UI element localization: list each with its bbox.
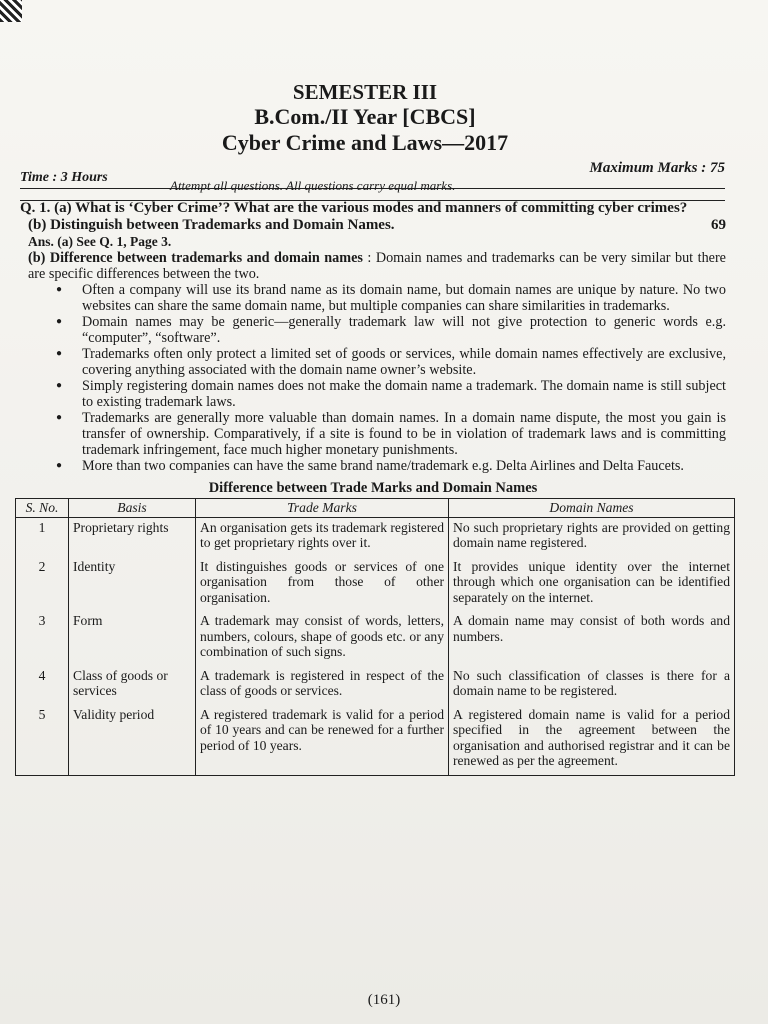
answer-a: Ans. (a) See Q. 1, Page 3. <box>28 234 172 249</box>
table-header-row <box>16 499 735 518</box>
question-1b-text: (b) Distinguish between Trademarks and Domain Names. <box>28 217 395 233</box>
table-cell: A trademark is registered in respect of the class of goods or services. <box>196 666 449 705</box>
comparison-table <box>15 498 735 776</box>
subject-title: Cyber Crime and Laws—2017 <box>221 130 509 155</box>
answer-b-text: : Domain names and trademarks can be very similar but there are specific differences between the two. <box>28 250 726 282</box>
max-marks-label: Maximum Marks : 75 <box>589 160 725 176</box>
table-cell: A registered trademark is valid for a period of 10 years and can be renewed for a further period of 10 years. <box>196 705 449 776</box>
table-cell: A registered domain name is valid for a period specified in the agreement between the organisation and authorised registrar and it can be renewed as per the agreement. <box>449 705 735 776</box>
time-label: Time : 3 Hours <box>20 170 108 185</box>
instruction-text: Attempt all questions. All questions carry equal marks. <box>170 178 456 193</box>
scan-artifact <box>0 0 22 22</box>
table-caption: Difference between Trade Marks and Domain Names <box>208 480 538 496</box>
table-cell: It distinguishes goods or services of one organisation from those of other organisation. <box>196 557 449 612</box>
question-1a-text: Q. 1. (a) What is ‘Cyber Crime’? What are the various modes and manners of committing cyber crimes? <box>20 200 688 216</box>
question-1b <box>20 217 726 234</box>
answer-b-intro <box>20 250 726 282</box>
column-header-sno: S. No. <box>16 499 69 518</box>
list-item: ● Trademarks often only protect a limited set of goods or services, while domain names effectively are exclusive, covering anything associated with the domain name owner’s website. <box>20 346 726 378</box>
page-number: (161) <box>367 992 401 1008</box>
table-row <box>16 705 735 776</box>
semester-title: SEMESTER III <box>292 80 438 104</box>
table-cell: Proprietary rights <box>69 517 196 557</box>
table-cell: 5 <box>16 705 69 776</box>
table-cell: Form <box>69 611 196 666</box>
table-row <box>16 557 735 612</box>
table-cell: An organisation gets its trademark registered to get proprietary rights over it. <box>196 517 449 557</box>
table-cell: Validity period <box>69 705 196 776</box>
table-cell: 2 <box>16 557 69 612</box>
page-header <box>160 80 570 156</box>
table-cell: Class of goods or services <box>69 666 196 705</box>
column-header-domain-names: Domain Names <box>449 499 735 518</box>
list-item: ● Trademarks are generally more valuable than domain names. In a domain name dispute, the most you gain is transfer of ownership. Comparatively, if a site is found to be in violation of trademark laws and is committing trademark infringement, face much higher monetary punishments. <box>20 410 726 458</box>
question-1a-marks: 9 <box>718 217 726 233</box>
exam-meta <box>20 160 725 200</box>
document-body <box>20 200 730 776</box>
column-header-basis: Basis <box>69 499 196 518</box>
list-item: ● Simply registering domain names does not make the domain name a trademark. The domain name is still subject to existing trademark laws. <box>20 378 726 410</box>
table-cell: No such proprietary rights are provided on getting domain name registered. <box>449 517 735 557</box>
table-cell: A domain name may consist of both words and numbers. <box>449 611 735 666</box>
question-1b-marks: 6 <box>711 217 719 233</box>
answer-b-lead: (b) Difference between trademarks and domain names <box>28 250 363 266</box>
table-cell: 1 <box>16 517 69 557</box>
list-item: ● Domain names may be generic—generally trademark law will not give protection to generic words e.g. “computer”, “software”. <box>20 314 726 346</box>
list-item: ● More than two companies can have the same brand name/trademark e.g. Delta Airlines and Delta Faucets. <box>20 458 726 474</box>
table-cell: 4 <box>16 666 69 705</box>
difference-list <box>20 282 726 474</box>
course-title: B.Com./II Year [CBCS] <box>254 104 476 129</box>
table-row <box>16 666 735 705</box>
table-cell: Identity <box>69 557 196 612</box>
table-cell: It provides unique identity over the internet through which one organisation can be identified separately on the internet. <box>449 557 735 612</box>
table-cell: No such classification of classes is there for a domain name to be registered. <box>449 666 735 705</box>
table-cell: A trademark may consist of words, letters, numbers, colours, shape of goods etc. or any combination of such signs. <box>196 611 449 666</box>
list-item: ● Often a company will use its brand name as its domain name, but domain names are unique by nature. No two websites can share the same domain name, but multiple companies can share similarities in trademarks. <box>20 282 726 314</box>
column-header-trade-marks: Trade Marks <box>196 499 449 518</box>
table-row <box>16 517 735 557</box>
table-row <box>16 611 735 666</box>
table-cell: 3 <box>16 611 69 666</box>
